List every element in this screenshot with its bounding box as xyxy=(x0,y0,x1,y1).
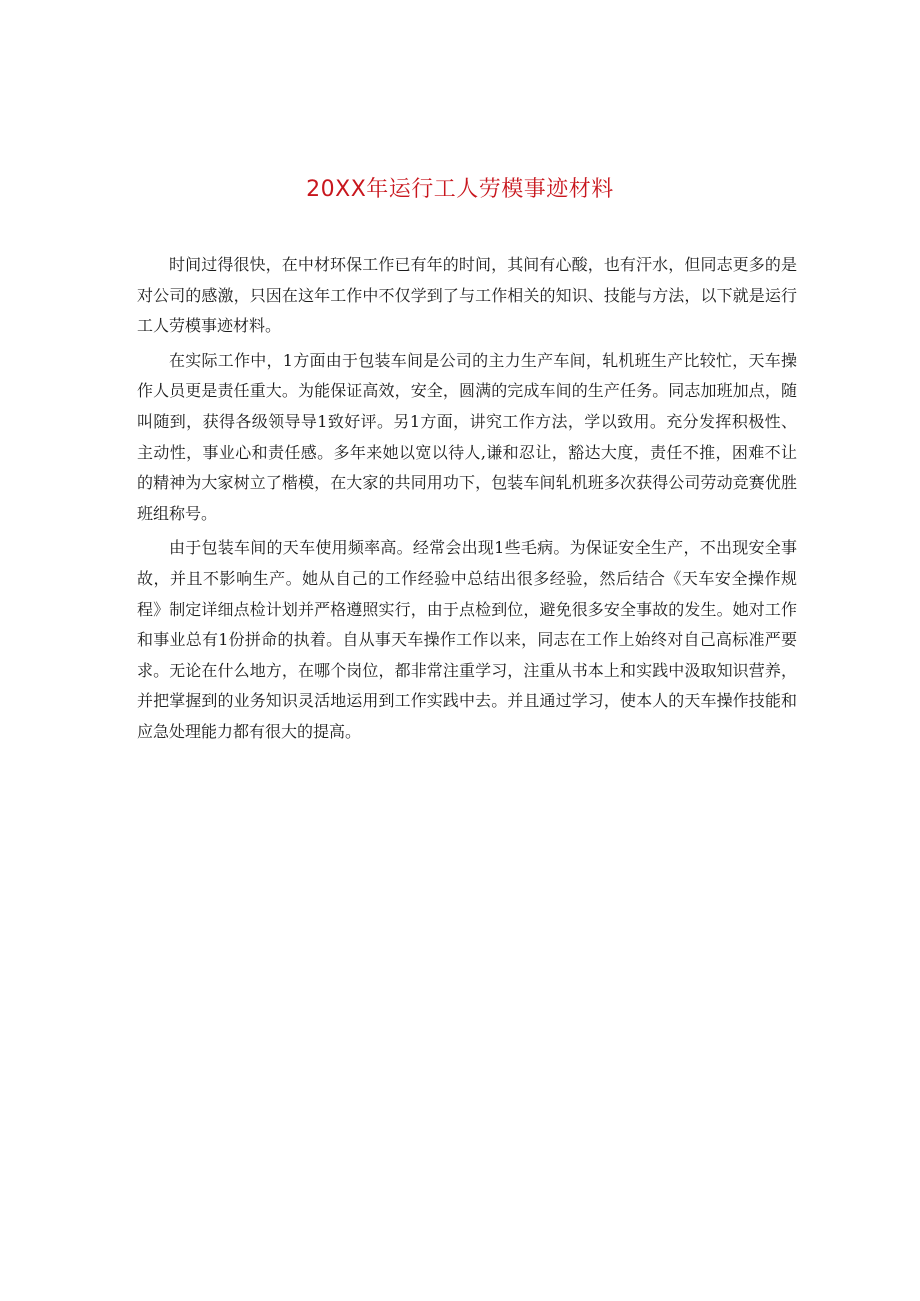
document-body xyxy=(137,250,797,752)
paragraph: 在实际工作中，1方面由于包装车间是公司的主力生产车间，轧机班生产比较忙，天车操作人员更是责任重大。为能保证高效，安全，圆满的完成车间的生产任务。同志加班加点，随叫随到，获得各级领导导1致好评。另1方面，讲究工作方法，学以致用。充分发挥积极性、主动性，事业心和责任感。多年来她以宽以待人,谦和忍让，豁达大度，责任不推，困难不让的精神为大家树立了楷模，在大家的共同用功下，包装车间轧机班多次获得公司劳动竞赛优胜班组称号。 xyxy=(137,350,797,523)
paragraph: 由于包装车间的天车使用频率高。经常会出现1些毛病。为保证安全生产，不出现安全事故，并且不影响生产。她从自己的工作经验中总结出很多经验，然后结合《天车安全操作规程》制定详细点检计划并严格遵照实行，由于点检到位，避免很多安全事故的发生。她对工作和事业总有1份拼命的执着。自从事天车操作工作以来，同志在工作上始终对自己高标准严要求。无论在什么地方，在哪个岗位，都非常注重学习，注重从书本上和实践中汲取知识营养，并把掌握到的业务知识灵活地运用到工作实践中去。并且通过学习，使本人的天车操作技能和应急处理能力都有很大的提高。 xyxy=(137,538,797,741)
document-title: 20XX年运行工人劳模事迹材料 xyxy=(306,177,614,202)
paragraph: 时间过得很快，在中材环保工作已有年的时间，其间有心酸，也有汗水，但同志更多的是对公司的感激，只因在这年工作中不仅学到了与工作相关的知识、技能与方法，以下就是运行工人劳模事迹材料。 xyxy=(137,255,797,336)
